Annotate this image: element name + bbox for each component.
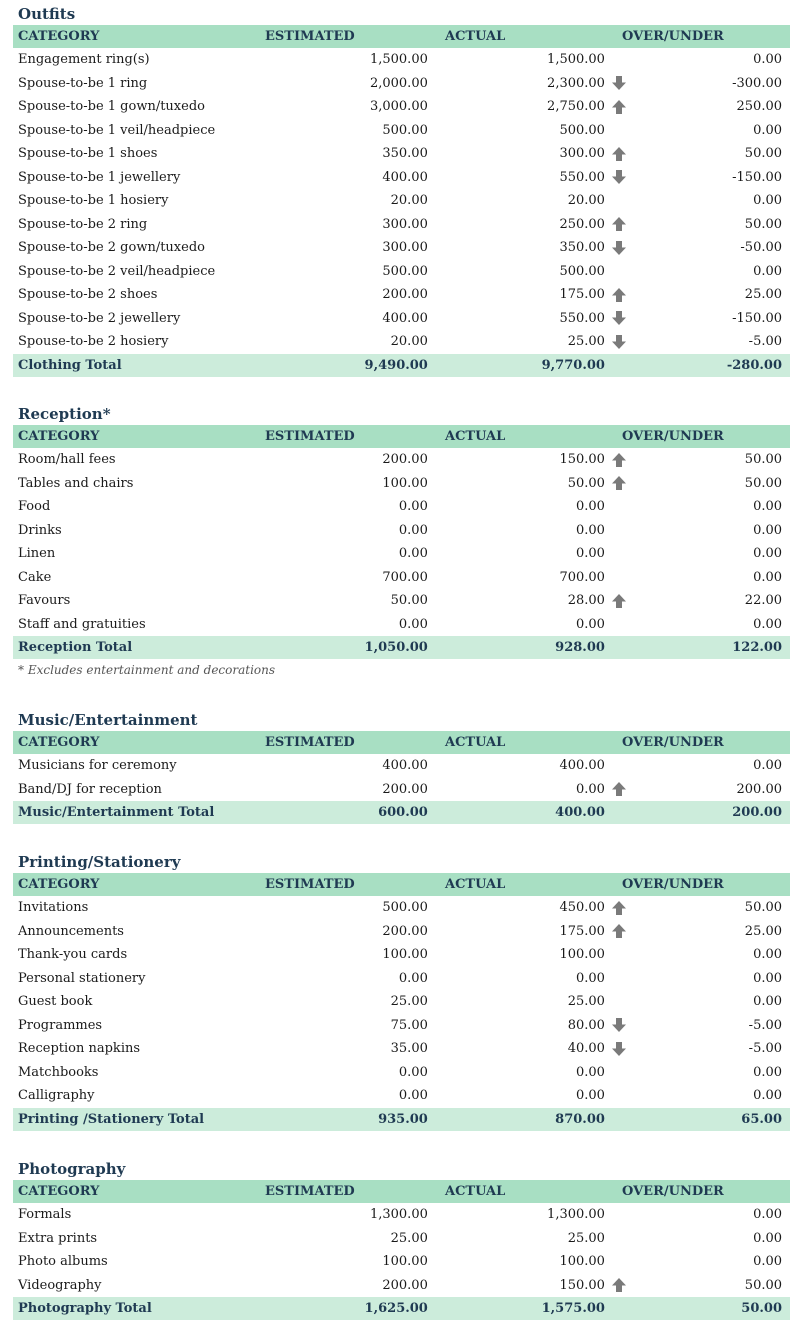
estimated-cell: 75.00 [390,1017,428,1033]
header-over-under: OVER/UNDER [622,429,724,444]
over-under-cell: 0.00 [753,52,783,68]
table-header-row [13,1180,790,1203]
table-row [13,119,790,143]
section-photography [13,1158,790,1320]
actual-cell: 450.00 [559,900,605,916]
status-icon-cell [605,287,633,303]
table-row [13,542,790,566]
total-estimated: 1,050.00 [364,640,428,655]
status-icon-cell [605,146,633,162]
actual-cell: 1,300.00 [547,1207,605,1223]
category-cell: Staff and gratuities [18,616,146,632]
estimated-cell: 50.00 [390,593,428,609]
total-estimated: 600.00 [378,805,428,820]
category-cell: Spouse-to-be 1 gown/tuxedo [18,99,205,115]
estimated-cell: 500.00 [382,900,428,916]
total-actual: 870.00 [555,1111,605,1127]
total-estimated: 9,490.00 [364,357,428,373]
total-row [13,1297,790,1320]
table-row [13,990,790,1014]
over-under-cell: 0.00 [753,1207,783,1223]
total-actual: 9,770.00 [541,357,605,373]
total-over-under: 50.00 [741,1301,783,1316]
header-actual: ACTUAL [445,1184,506,1199]
category-cell: Thank-you cards [18,947,128,963]
actual-cell: 20.00 [567,193,605,209]
table-row [13,1014,790,1038]
arrow-up-icon [611,1277,627,1293]
total-estimated: 935.00 [378,1111,428,1127]
actual-cell: 700.00 [559,569,605,585]
over-under-cell: 50.00 [744,452,783,468]
over-under-cell: 0.00 [753,193,783,209]
category-cell: Spouse-to-be 2 veil/headpiece [18,263,216,279]
over-under-cell: -5.00 [748,1041,783,1057]
category-cell: Spouse-to-be 1 ring [18,75,148,91]
estimated-cell: 0.00 [398,1064,428,1080]
footnote: * Excludes entertainment and decorations [18,663,276,677]
arrow-up-icon [611,146,627,162]
estimated-cell: 0.00 [398,546,428,562]
status-icon-cell [605,99,633,115]
over-under-cell: 22.00 [744,593,783,609]
over-under-cell: -150.00 [732,169,783,185]
over-under-cell: 25.00 [744,287,783,303]
table-row [13,1250,790,1274]
actual-cell: 250.00 [559,216,605,232]
arrow-down-icon [611,169,627,185]
over-under-cell: -300.00 [732,75,783,91]
actual-cell: 0.00 [575,522,605,538]
over-under-cell: 0.00 [753,758,783,774]
section-title: Outfits [18,5,76,23]
table-row [13,283,790,307]
total-actual: 1,575.00 [541,1301,605,1316]
table-row [13,1084,790,1108]
category-cell: Photo albums [18,1254,108,1270]
table-row [13,896,790,920]
category-cell: Spouse-to-be 2 gown/tuxedo [18,240,205,256]
over-under-cell: 0.00 [753,970,783,986]
section-title: Music/Entertainment [18,711,198,729]
category-cell: Band/DJ for reception [18,781,162,797]
arrow-up-icon [611,923,627,939]
table-header-row [13,873,790,896]
total-label: Photography Total [18,1301,152,1316]
actual-cell: 0.00 [575,616,605,632]
status-icon-cell [605,334,633,350]
category-cell: Musicians for ceremony [18,758,177,774]
over-under-cell: 0.00 [753,499,783,515]
table-row [13,142,790,166]
actual-cell: 25.00 [567,334,605,350]
estimated-cell: 0.00 [398,1088,428,1104]
over-under-cell: 0.00 [753,994,783,1010]
category-cell: Favours [18,593,71,609]
category-cell: Spouse-to-be 1 veil/headpiece [18,122,216,138]
over-under-cell: 0.00 [753,122,783,138]
table-row [13,613,790,637]
table-row [13,166,790,190]
actual-cell: 0.00 [575,970,605,986]
actual-cell: 0.00 [575,499,605,515]
over-under-cell: 0.00 [753,1230,783,1246]
estimated-cell: 25.00 [390,994,428,1010]
estimated-cell: 35.00 [390,1041,428,1057]
table-header-row [13,731,790,754]
status-icon-cell [605,475,633,491]
over-under-cell: 0.00 [753,616,783,632]
table-header-row [13,25,790,48]
estimated-cell: 0.00 [398,499,428,515]
estimated-cell: 400.00 [382,310,428,326]
status-icon-cell [605,923,633,939]
header-over-under: OVER/UNDER [622,1184,724,1199]
over-under-cell: 250.00 [736,99,783,115]
over-under-cell: 0.00 [753,546,783,562]
header-category: CATEGORY [18,429,100,444]
total-row [13,354,790,377]
estimated-cell: 20.00 [390,193,428,209]
over-under-cell: -5.00 [748,1017,783,1033]
category-cell: Food [18,499,51,515]
status-icon-cell [605,1277,633,1293]
section-title: Photography [18,1160,126,1178]
status-icon-cell [605,1017,633,1033]
table-row [13,1061,790,1085]
category-cell: Guest book [18,994,93,1010]
arrow-up-icon [611,475,627,491]
category-cell: Linen [18,546,56,562]
category-cell: Spouse-to-be 1 hosiery [18,193,169,209]
header-over-under: OVER/UNDER [622,877,724,892]
actual-cell: 80.00 [567,1017,605,1033]
total-actual: 400.00 [555,805,605,820]
estimated-cell: 2,000.00 [369,75,428,91]
category-cell: Spouse-to-be 2 jewellery [18,310,181,326]
table-row [13,566,790,590]
estimated-cell: 100.00 [382,947,428,963]
estimated-cell: 3,000.00 [369,99,428,115]
estimated-cell: 400.00 [382,169,428,185]
table-row [13,519,790,543]
table-row [13,1274,790,1298]
total-row [13,801,790,824]
estimated-cell: 1,300.00 [369,1207,428,1223]
estimated-cell: 100.00 [382,475,428,491]
actual-cell: 50.00 [567,475,605,491]
over-under-cell: 0.00 [753,263,783,279]
actual-cell: 500.00 [559,263,605,279]
estimated-cell: 0.00 [398,616,428,632]
over-under-cell: 0.00 [753,1254,783,1270]
table-row [13,48,790,72]
table-row [13,754,790,778]
category-cell: Announcements [18,923,124,939]
over-under-cell: 25.00 [744,923,783,939]
arrow-down-icon [611,1041,627,1057]
category-cell: Cake [18,569,52,585]
arrow-up-icon [611,781,627,797]
arrow-up-icon [611,593,627,609]
header-category: CATEGORY [18,735,100,750]
table-row [13,236,790,260]
over-under-cell: 0.00 [753,522,783,538]
arrow-down-icon [611,240,627,256]
over-under-cell: -150.00 [732,310,783,326]
total-over-under: 122.00 [732,640,783,655]
arrow-down-icon [611,75,627,91]
over-under-cell: 0.00 [753,947,783,963]
arrow-up-icon [611,216,627,232]
category-cell: Reception napkins [18,1041,141,1057]
over-under-cell: -50.00 [740,240,783,256]
header-estimated: ESTIMATED [265,29,355,44]
estimated-cell: 200.00 [382,781,428,797]
over-under-cell: 0.00 [753,569,783,585]
table-row [13,1227,790,1251]
actual-cell: 550.00 [559,169,605,185]
estimated-cell: 300.00 [382,240,428,256]
estimated-cell: 200.00 [382,287,428,303]
category-cell: Engagement ring(s) [18,52,150,68]
header-actual: ACTUAL [445,429,506,444]
header-estimated: ESTIMATED [265,735,355,750]
category-cell: Calligraphy [18,1088,95,1104]
estimated-cell: 200.00 [382,923,428,939]
category-cell: Matchbooks [18,1064,99,1080]
actual-cell: 400.00 [559,758,605,774]
total-over-under: 200.00 [732,805,783,820]
section-title: Printing/Stationery [18,853,181,871]
category-cell: Spouse-to-be 2 hosiery [18,334,169,350]
table-row [13,495,790,519]
arrow-down-icon [611,334,627,350]
arrow-up-icon [611,287,627,303]
table-row [13,943,790,967]
table-row [13,448,790,472]
table-row [13,213,790,237]
actual-cell: 500.00 [559,122,605,138]
over-under-cell: 50.00 [744,1277,783,1293]
actual-cell: 28.00 [567,593,605,609]
total-label: Music/Entertainment Total [18,805,215,820]
status-icon-cell [605,169,633,185]
table-row [13,778,790,802]
actual-cell: 0.00 [575,1064,605,1080]
category-cell: Invitations [18,900,89,916]
over-under-cell: -5.00 [748,334,783,350]
status-icon-cell [605,781,633,797]
table-row [13,472,790,496]
table-row [13,260,790,284]
arrow-down-icon [611,1017,627,1033]
status-icon-cell [605,1041,633,1057]
total-label: Clothing Total [18,357,122,373]
over-under-cell: 50.00 [744,216,783,232]
header-category: CATEGORY [18,877,100,892]
estimated-cell: 100.00 [382,1254,428,1270]
actual-cell: 1,500.00 [547,52,605,68]
arrow-up-icon [611,452,627,468]
actual-cell: 300.00 [559,146,605,162]
status-icon-cell [605,75,633,91]
header-category: CATEGORY [18,1184,100,1199]
category-cell: Spouse-to-be 2 shoes [18,287,158,303]
header-category: CATEGORY [18,29,100,44]
actual-cell: 0.00 [575,1088,605,1104]
actual-cell: 175.00 [559,287,605,303]
status-icon-cell [605,310,633,326]
actual-cell: 550.00 [559,310,605,326]
table-row [13,1037,790,1061]
section-title: Reception* [18,405,111,423]
section-outfits [13,3,790,377]
section-printing-stationery [13,851,790,1131]
estimated-cell: 1,500.00 [369,52,428,68]
actual-cell: 25.00 [567,994,605,1010]
estimated-cell: 20.00 [390,334,428,350]
actual-cell: 100.00 [559,947,605,963]
table-row [13,189,790,213]
table-row [13,307,790,331]
status-icon-cell [605,216,633,232]
actual-cell: 150.00 [559,452,605,468]
section-reception [13,403,790,681]
table-row [13,330,790,354]
category-cell: Extra prints [18,1230,98,1246]
status-icon-cell [605,593,633,609]
total-label: Reception Total [18,640,133,655]
category-cell: Programmes [18,1017,103,1033]
over-under-cell: 50.00 [744,146,783,162]
estimated-cell: 700.00 [382,569,428,585]
estimated-cell: 500.00 [382,122,428,138]
table-row [13,589,790,613]
actual-cell: 100.00 [559,1254,605,1270]
header-actual: ACTUAL [445,29,506,44]
category-cell: Personal stationery [18,970,146,986]
over-under-cell: 50.00 [744,900,783,916]
header-over-under: OVER/UNDER [622,735,724,750]
over-under-cell: 200.00 [736,781,783,797]
header-actual: ACTUAL [445,877,506,892]
header-estimated: ESTIMATED [265,429,355,444]
actual-cell: 2,300.00 [547,75,605,91]
arrow-up-icon [611,900,627,916]
category-cell: Formals [18,1207,72,1223]
estimated-cell: 25.00 [390,1230,428,1246]
total-estimated: 1,625.00 [364,1301,428,1316]
over-under-cell: 0.00 [753,1088,783,1104]
table-row [13,72,790,96]
category-cell: Videography [18,1277,102,1293]
arrow-up-icon [611,99,627,115]
actual-cell: 150.00 [559,1277,605,1293]
estimated-cell: 350.00 [382,146,428,162]
total-over-under: 65.00 [741,1111,783,1127]
category-cell: Room/hall fees [18,452,116,468]
arrow-down-icon [611,310,627,326]
header-over-under: OVER/UNDER [622,29,724,44]
actual-cell: 25.00 [567,1230,605,1246]
table-row [13,1203,790,1227]
table-row [13,920,790,944]
estimated-cell: 0.00 [398,970,428,986]
actual-cell: 0.00 [575,546,605,562]
estimated-cell: 200.00 [382,1277,428,1293]
category-cell: Tables and chairs [18,475,134,491]
status-icon-cell [605,240,633,256]
actual-cell: 2,750.00 [547,99,605,115]
table-row [13,967,790,991]
over-under-cell: 50.00 [744,475,783,491]
total-over-under: -280.00 [726,357,783,373]
status-icon-cell [605,452,633,468]
actual-cell: 350.00 [559,240,605,256]
estimated-cell: 300.00 [382,216,428,232]
category-cell: Drinks [18,522,62,538]
total-row [13,1108,790,1131]
total-actual: 928.00 [555,640,605,655]
estimated-cell: 400.00 [382,758,428,774]
category-cell: Spouse-to-be 1 shoes [18,146,158,162]
over-under-cell: 0.00 [753,1064,783,1080]
actual-cell: 0.00 [575,781,605,797]
total-label: Printing /Stationery Total [18,1111,205,1127]
estimated-cell: 200.00 [382,452,428,468]
actual-cell: 175.00 [559,923,605,939]
table-header-row [13,425,790,448]
total-row [13,636,790,659]
category-cell: Spouse-to-be 1 jewellery [18,169,181,185]
category-cell: Spouse-to-be 2 ring [18,216,148,232]
estimated-cell: 500.00 [382,263,428,279]
estimated-cell: 0.00 [398,522,428,538]
header-estimated: ESTIMATED [265,1184,355,1199]
status-icon-cell [605,900,633,916]
header-estimated: ESTIMATED [265,877,355,892]
table-row [13,95,790,119]
header-actual: ACTUAL [445,735,506,750]
actual-cell: 40.00 [567,1041,605,1057]
section-music-entertainment [13,709,790,824]
